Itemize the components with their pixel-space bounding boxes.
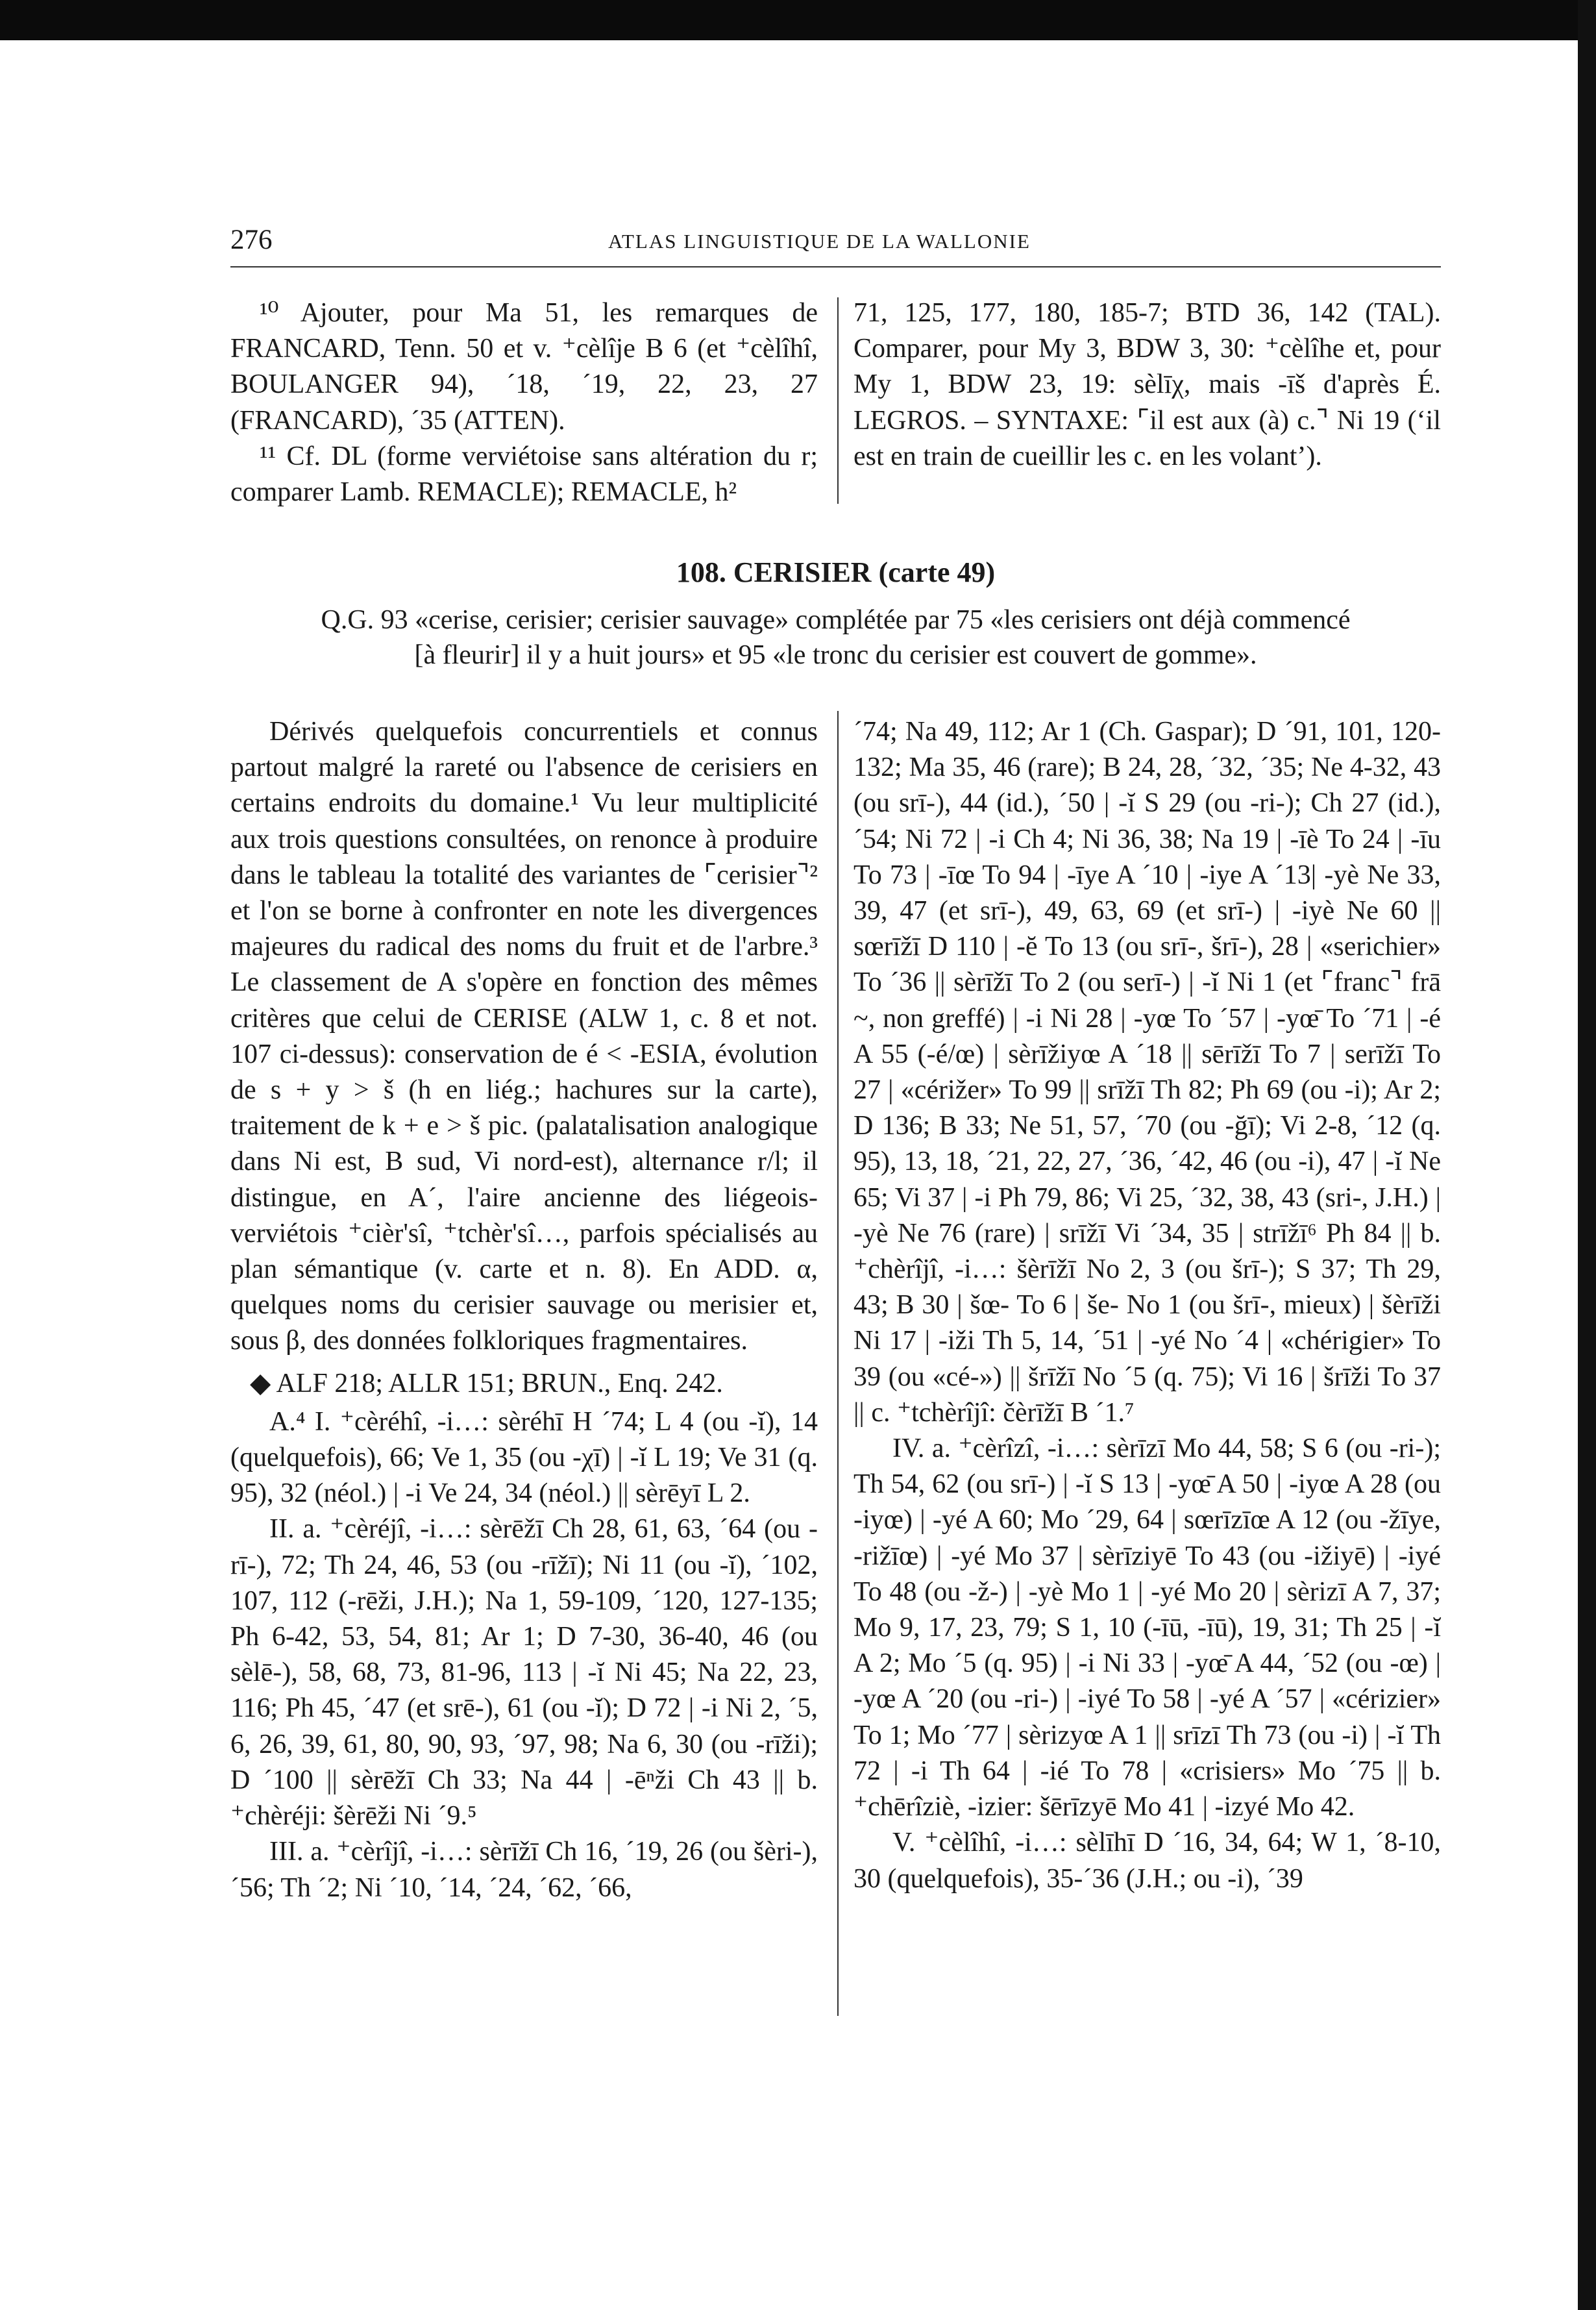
section-title: 108. CERISIER (carte 49) (676, 556, 996, 588)
entry-A-I: A.⁴ I. ⁺cèréhî, -i…: sèréhī H ´74; L 4 (ou -ĭ), 14 (quelquefois), 66; Ve 1, 35 (ou -χī) | -ĭ L 19; Ve 31 (q. 95), 32 (néol.) | -i Ve 24, 34 (néol.) || sèrēyī L 2. (230, 1406, 818, 1509)
footnote-10: ¹⁰ Ajouter, pour Ma 51, les remarques de FRANCARD, Tenn. 50 et v. ⁺cèlîje B 6 (et ⁺cèlîhî, BOULANGER 94), ´18, ´19, 22, 23, 27 (FRANCARD), ´35 (ATTEN). (230, 298, 818, 436)
page-header (230, 221, 1441, 267)
footnotes-right (853, 295, 1441, 475)
scan-top-border (0, 0, 1596, 40)
footnote-continuation: 71, 125, 177, 180, 185-7; BTD 36, 142 (TAL). Comparer, pour My 3, BDW 3, 30: ⁺cèlîhe et, pour My 1, BDW 23, 19: sèlīχ, mais -īš d'après É. LEGROS. – SYNTAXE: ⌜il est aux (à) c.⌝ Ni 19 (‘il est en train de cueillir les c. en les volant’). (853, 298, 1441, 471)
intro-paragraph: Dérivés quelquefois concurrentiels et connus partout malgré la rareté ou l'absence de cerisiers en certains endroits du domaine.¹ Vu leur multiplicité aux trois questions consultées, on renonce à produire dans le tableau la totalité des variantes de ⌜cerisier⌝² et l'on se borne à confronter en note les divergences majeures du radical des noms du fruit et de l'arbre.³ Le classement de A s'opère en fonction des mêmes critères que celui de CERISE (ALW 1, c. 8 et not. 107 ci-dessus): conservation de é < -ESIA, évolution de s + y > š (h en liég.; hachures sur la carte), traitement de k + e > š pic. (palatalisation analogique dans Ni est, B sud, Vi nord-est), alternance r/l; il distingue, en A´, l'aire ancienne des liégeois-verviétois ⁺cièr'sî, ⁺tchèr'sî…, parfois spécialisés au plan sémantique (v. carte et n. 8). En ADD. α, quelques noms du cerisier sauvage ou merisier et, sous β, des données folkloriques fragmentaires. (230, 717, 818, 1356)
page-number: 276 (230, 225, 273, 255)
entry-A-V: V. ⁺cèlîhî, -i…: sèlīhī D ´16, 34, 64; W 1, ´8-10, 30 (quelquefois), 35-´36 (J.H.; ou -i), ´39 (853, 1828, 1441, 1894)
entry-A-III-continued: ´74; Na 49, 112; Ar 1 (Ch. Gaspar); D ´91, 101, 120-132; Ma 35, 46 (rare); B 24, 28, ´32, ´35; Ne 4-32, 43 (ou srī-), 44 (id.), ´50 | -ĭ S 29 (ou -ri-); Ch 27 (id.), ´54; Ni 72 | -i Ch 4; Ni 36, 38; Na 19 | -īè To 24 | -īu To 73 | -īœ To 94 | -īye A ´10 | -iye A ´13| -yè Ne 33, 39, 47 (et srī-), 49, 63, 69 (et srī-) | -iyè Ne 60 || sœrīžī D 110 | -ĕ To 13 (ou srī-, šrī-), 28 | «serichier» To ´36 || sèrīžī To 2 (ou serī-) | -ĭ Ni 1 (et ⌜franc⌝ frā ~, non greffé) | -i Ni 28 | -yœ To ´57 | -yœ̄ To ´71 | -é A 55 (-é/œ) | sèrīžiyœ A ´18 || sērīžī To 7 | serīžī To 27 | «cérižer» To 99 || srīžī Th 82; Ph 69 (ou -i); Ar 2; D 136; B 33; Ne 51, 57, ´70 (ou -ğī); Vi 2-8, ´12 (q. 95), 13, 18, ´21, 22, 27, ´36, ´42, 46 (ou -i), 47 | -ĭ Ne 65; Vi 37 | -i Ph 79, 86; Vi 25, ´32, 38, 43 (sri-, J.H.) | -yè Ne 76 (rare) | srīžī Vi ´34, 35 | strīžī⁶ Ph 84 || b. ⁺chèrîjî, -i…: šèrīžī No 2, 3 (ou šrī-); S 37; Th 29, 43; B 30 | šœ- To 6 | še- No 1 (ou šrī-, mieux) | šèrīži Ni 17 | -iži Th 5, 14, ´51 | -yé No ´4 | «chérigier» To 39 (ou «cé-») || šrīžī No ´5 (q. 75); Vi 16 | šrīži To 37 || c. ⁺tchèrîjî: čèrīžī B ´1.⁷ (853, 717, 1441, 1428)
entry-A-III: III. a. ⁺cèrîjî, -i…: sèrīžī Ch 16, ´19, 26 (ou šèri-), ´56; Th ´2; Ni ´10, ´14, ´24, ´62, ´66, (230, 1837, 818, 1903)
footnote-column-divider (837, 297, 839, 504)
body-column-left (230, 714, 818, 1906)
body-column-divider (837, 711, 839, 2016)
footnote-11: ¹¹ Cf. DL (forme verviétoise sans altération du r; comparer Lamb. REMACLE); REMACLE, h² (230, 441, 818, 508)
questionnaire-reference (230, 602, 1441, 673)
qg-line-1: Q.G. 93 «cerise, cerisier; cerisier sauvage» complétée par 75 «les cerisiers ont déjà commencé (321, 605, 1351, 635)
footnotes-left (230, 295, 818, 510)
references-line: ◆ ALF 218; ALLR 151; BRUN., Enq. 242. (250, 1368, 723, 1398)
entry-A-IV: IV. a. ⁺cèrîzî, -i…: sèrīzī Mo 44, 58; S 6 (ou -ri-); Th 54, 62 (ou srī-) | -ĭ S 13 | -yœ̄ A 50 | -iyœ A 28 (ou -iyœ) | -yé A 60; Mo ´29, 64 | sœrīzīœ A 12 (ou -žīye, -rižīœ) | -yé Mo 37 | sèrīziyē To 43 (ou -ižiyē) | -iyé To 48 (ou -ž-) | -yè Mo 1 | -yé Mo 20 | sèrizī A 7, 37; Mo 9, 17, 23, 79; S 1, 10 (-īū, -īū), 19, 31; Th 25 | -ĭ A 2; Mo ´5 (q. 95) | -i Ni 33 | -yœ̄ A 44, ´52 (ou -œ) | -yœ A ´20 (ou -ri-) | -iyé To 58 | -yé A ´57 | «cérizier» To 1; Mo ´77 | sèrizyœ A 1 || srīzī Th 73 (ou -i) | -ĭ Th 72 | -i Th 64 | -ié To 78 | «crisiers» Mo ´75 || b. ⁺chērîziè, -izier: šērīzyē Mo 41 | -izyé Mo 42. (853, 1434, 1441, 1822)
qg-line-2: [à fleurir] il y a huit jours» et 95 «le tronc du cerisier est couvert de gomme». (414, 640, 1257, 670)
body-column-right (853, 714, 1441, 1897)
entry-A-II: II. a. ⁺cèréjî, -i…: sèrēžī Ch 28, 61, 63, ´64 (ou -rī-), 72; Th 24, 46, 53 (ou -rīžī); Ni 11 (ou -ĭ), ´102, 107, 112 (-rēži, J.H.); Na 1, 59-109, ´120, 127-135; Ph 6-42, 53, 54, 81; Ar 1; D 7-30, 36-40, 46 (ou sèlē-), 58, 68, 73, 81-96, 113 | -ĭ Ni 45; Na 22, 23, 116; Ph 45, ´47 (et srē-), 61 (ou -ĭ); D 72 | -i Ni 2, ´5, 6, 26, 39, 61, 80, 90, 93, ´97, 98; Na 6, 30 (ou -rīži); D ´100 || sèrēžī Ch 33; Na 44 | -ēⁿži Ch 43 || b. ⁺chèréji: šèrēži Ni ´9.⁵ (230, 1514, 818, 1832)
running-title: ATLAS LINGUISTIQUE DE LA WALLONIE (608, 230, 1031, 253)
scan-right-border (1578, 0, 1596, 2310)
